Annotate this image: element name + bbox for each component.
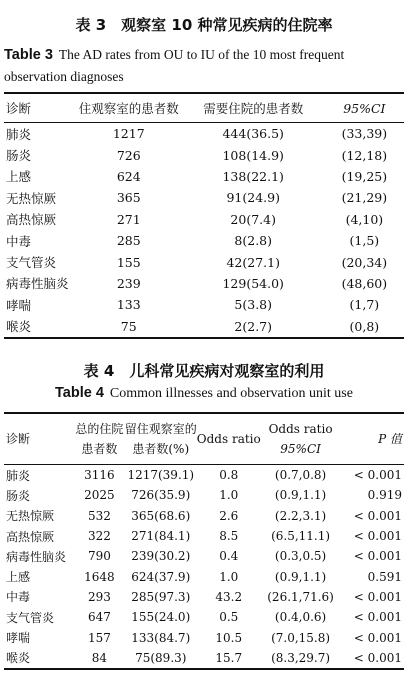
cell-observed-count: 155 (116, 254, 141, 270)
table4-header-total-line2: 患者数 (81, 442, 118, 456)
cell-diagnosis: 喉炎 (6, 319, 32, 335)
cell-diagnosis: 肠炎 (6, 488, 31, 503)
cell-diagnosis: 无热惊厥 (6, 190, 57, 206)
table4-header-stay-line1: 留住观察室的 (124, 422, 197, 436)
cell-total-count: 532 (87, 508, 111, 523)
table-row (4, 187, 404, 208)
cell-admitted-count: 108(14.9) (222, 147, 284, 163)
cell-stay-count: 1217(39.1) (127, 468, 195, 483)
cell-odds-ratio: 1.0 (219, 488, 239, 503)
cell-admitted-count: 2(2.7) (234, 318, 272, 334)
cell-total-count: 293 (87, 589, 111, 604)
table4-header-total-line1: 总的住院 (75, 422, 124, 436)
cell-admitted-count: 444(36.5) (222, 126, 284, 142)
cell-odds-ratio: 15.7 (215, 650, 243, 665)
table-row (4, 627, 404, 647)
cell-observed-count: 239 (116, 275, 141, 291)
cell-stay-count: 75(89.3) (135, 650, 187, 665)
cell-ci: (0,8) (349, 318, 380, 334)
cell-observed-count: 285 (116, 233, 141, 249)
cell-diagnosis: 上感 (6, 169, 32, 185)
cell-total-count: 157 (87, 630, 111, 645)
cell-diagnosis: 中毒 (6, 590, 31, 605)
table3-caption-text: The AD rates from OU to IU of the 10 most frequent observation diagnoses (4, 47, 345, 84)
cell-total-count: 84 (91, 650, 108, 665)
cell-ci: (33,39) (341, 126, 388, 142)
cell-ci: (26.1,71.6) (267, 589, 334, 604)
table-row (4, 230, 404, 251)
table4-header-odds-ratio: Odds ratio (196, 432, 261, 446)
table-row (4, 465, 404, 486)
table-row (4, 209, 404, 230)
cell-ci: (0.7,0.8) (274, 468, 327, 483)
table-row (4, 123, 404, 145)
cell-ci: (6.5,11.1) (271, 529, 331, 544)
cell-observed-count: 365 (116, 190, 141, 206)
table4-label: Table 4 (55, 385, 104, 401)
cell-stay-count: 133(84.7) (131, 630, 191, 645)
cell-odds-ratio: 0.5 (219, 610, 239, 625)
cell-odds-ratio: 43.2 (215, 589, 243, 604)
cell-diagnosis: 肠炎 (6, 148, 32, 164)
cell-ci: (0.9,1.1) (274, 569, 327, 584)
cell-odds-ratio: 1.0 (219, 569, 239, 584)
cell-p-value: < 0.001 (353, 610, 402, 625)
table-row (4, 166, 404, 187)
cell-observed-count: 624 (116, 168, 141, 184)
table-row (4, 485, 404, 505)
table-row (4, 607, 404, 627)
cell-total-count: 2025 (84, 488, 115, 503)
table4-header-stay-line2: 患者数(%) (132, 442, 190, 456)
cell-odds-ratio: 8.5 (219, 529, 239, 544)
cell-stay-count: 285(97.3) (131, 589, 191, 604)
cell-ci: (1,5) (349, 233, 380, 249)
table-row (4, 316, 404, 338)
table3 (4, 92, 404, 339)
cell-admitted-count: 8(2.8) (234, 233, 272, 249)
table4-body (4, 465, 404, 669)
table-row (4, 294, 404, 315)
table4-header-diagnosis: 诊断 (6, 432, 31, 446)
table4-header-row (4, 413, 404, 465)
cell-observed-count: 271 (116, 211, 141, 227)
table-row (4, 526, 404, 546)
table-row (4, 546, 404, 566)
cell-ci: (4,10) (345, 211, 384, 227)
cell-total-count: 790 (87, 549, 111, 564)
table3-caption-en (4, 44, 404, 87)
cell-stay-count: 155(24.0) (131, 610, 191, 625)
cell-total-count: 322 (87, 529, 111, 544)
cell-p-value: 0.591 (367, 569, 402, 584)
table3-header-observed: 住观察室的患者数 (78, 101, 179, 116)
table3-body (4, 123, 404, 338)
table3-label: Table 3 (4, 47, 53, 63)
table4-header-total (74, 413, 125, 465)
cell-p-value: < 0.001 (353, 630, 402, 645)
cell-p-value: < 0.001 (353, 468, 402, 483)
table-row (4, 648, 404, 669)
table4-header-ci-line1: Odds ratio (268, 422, 333, 436)
table-row (4, 251, 404, 272)
cell-admitted-count: 42(27.1) (226, 254, 280, 270)
table-row (4, 273, 404, 294)
cell-p-value: 0.919 (367, 488, 402, 503)
cell-observed-count: 133 (116, 297, 141, 313)
table3-header-row (4, 93, 404, 123)
cell-diagnosis: 支气管炎 (6, 255, 57, 271)
table4-caption-en (0, 385, 408, 402)
cell-stay-count: 239(30.2) (131, 549, 191, 564)
table4-header-stay (125, 413, 197, 465)
cell-diagnosis: 病毒性脑炎 (6, 549, 67, 564)
cell-stay-count: 365(68.6) (131, 508, 191, 523)
table-row (4, 506, 404, 526)
table-row (4, 587, 404, 607)
cell-diagnosis: 上感 (6, 570, 31, 585)
cell-diagnosis: 哮喘 (6, 297, 32, 313)
cell-total-count: 3116 (84, 468, 115, 483)
cell-ci: (0.3,0.5) (274, 549, 327, 564)
cell-diagnosis: 高热惊厥 (6, 212, 57, 228)
cell-stay-count: 271(84.1) (131, 529, 191, 544)
cell-diagnosis: 喉炎 (6, 651, 31, 666)
table4-header-p-value: P 值 (378, 432, 402, 446)
table4-caption-text: Common illnesses and observation unit use (109, 386, 353, 401)
cell-ci: (7.0,15.8) (271, 630, 331, 645)
cell-total-count: 647 (87, 610, 111, 625)
cell-ci: (0.9,1.1) (274, 488, 327, 503)
table4-header-ci (261, 413, 341, 465)
cell-ci: (1,7) (349, 297, 380, 313)
cell-diagnosis: 中毒 (6, 233, 32, 249)
cell-admitted-count: 5(3.8) (234, 297, 272, 313)
cell-stay-count: 624(37.9) (131, 569, 191, 584)
cell-ci: (21,29) (341, 190, 388, 206)
cell-diagnosis: 肺炎 (6, 126, 32, 142)
cell-stay-count: 726(35.9) (131, 488, 191, 503)
cell-p-value: < 0.001 (353, 529, 402, 544)
table3-header-diagnosis: 诊断 (6, 101, 32, 116)
table4 (4, 412, 404, 670)
cell-odds-ratio: 2.6 (219, 508, 239, 523)
cell-observed-count: 1217 (112, 126, 145, 142)
cell-total-count: 1648 (84, 569, 115, 584)
cell-ci: (19,25) (341, 168, 388, 184)
cell-diagnosis: 肺炎 (6, 468, 31, 483)
table4-caption-cn: 表 4 儿科常见疾病对观察室的利用 (83, 362, 325, 380)
table3-header-admitted: 需要住院的患者数 (203, 101, 304, 116)
cell-admitted-count: 20(7.4) (230, 211, 276, 227)
cell-observed-count: 75 (120, 318, 137, 334)
table4-header-ci-line2: 95%CI (280, 442, 321, 456)
cell-diagnosis: 无热惊厥 (6, 509, 55, 524)
cell-p-value: < 0.001 (353, 589, 402, 604)
cell-ci: (2.2,3.1) (274, 508, 327, 523)
table3-header-ci: 95%CI (343, 100, 386, 116)
cell-p-value: < 0.001 (353, 508, 402, 523)
cell-observed-count: 726 (116, 147, 141, 163)
cell-ci: (0.4,0.6) (274, 610, 327, 625)
table-row (4, 144, 404, 165)
table3-caption-cn: 表 3 观察室 10 种常见疾病的住院率 (75, 16, 333, 34)
cell-odds-ratio: 10.5 (215, 630, 243, 645)
cell-admitted-count: 129(54.0) (222, 275, 284, 291)
cell-ci: (12,18) (341, 147, 388, 163)
cell-diagnosis: 病毒性脑炎 (6, 276, 69, 292)
cell-ci: (48,60) (341, 275, 388, 291)
table-row (4, 566, 404, 586)
cell-diagnosis: 高热惊厥 (6, 529, 55, 544)
cell-admitted-count: 138(22.1) (222, 168, 284, 184)
cell-p-value: < 0.001 (353, 650, 402, 665)
cell-odds-ratio: 0.4 (219, 549, 239, 564)
cell-admitted-count: 91(24.9) (226, 190, 280, 206)
cell-diagnosis: 支气管炎 (6, 610, 55, 625)
cell-p-value: < 0.001 (353, 549, 402, 564)
cell-diagnosis: 哮喘 (6, 631, 31, 646)
cell-ci: (20,34) (341, 254, 388, 270)
cell-ci: (8.3,29.7) (271, 650, 331, 665)
cell-odds-ratio: 0.8 (219, 468, 239, 483)
